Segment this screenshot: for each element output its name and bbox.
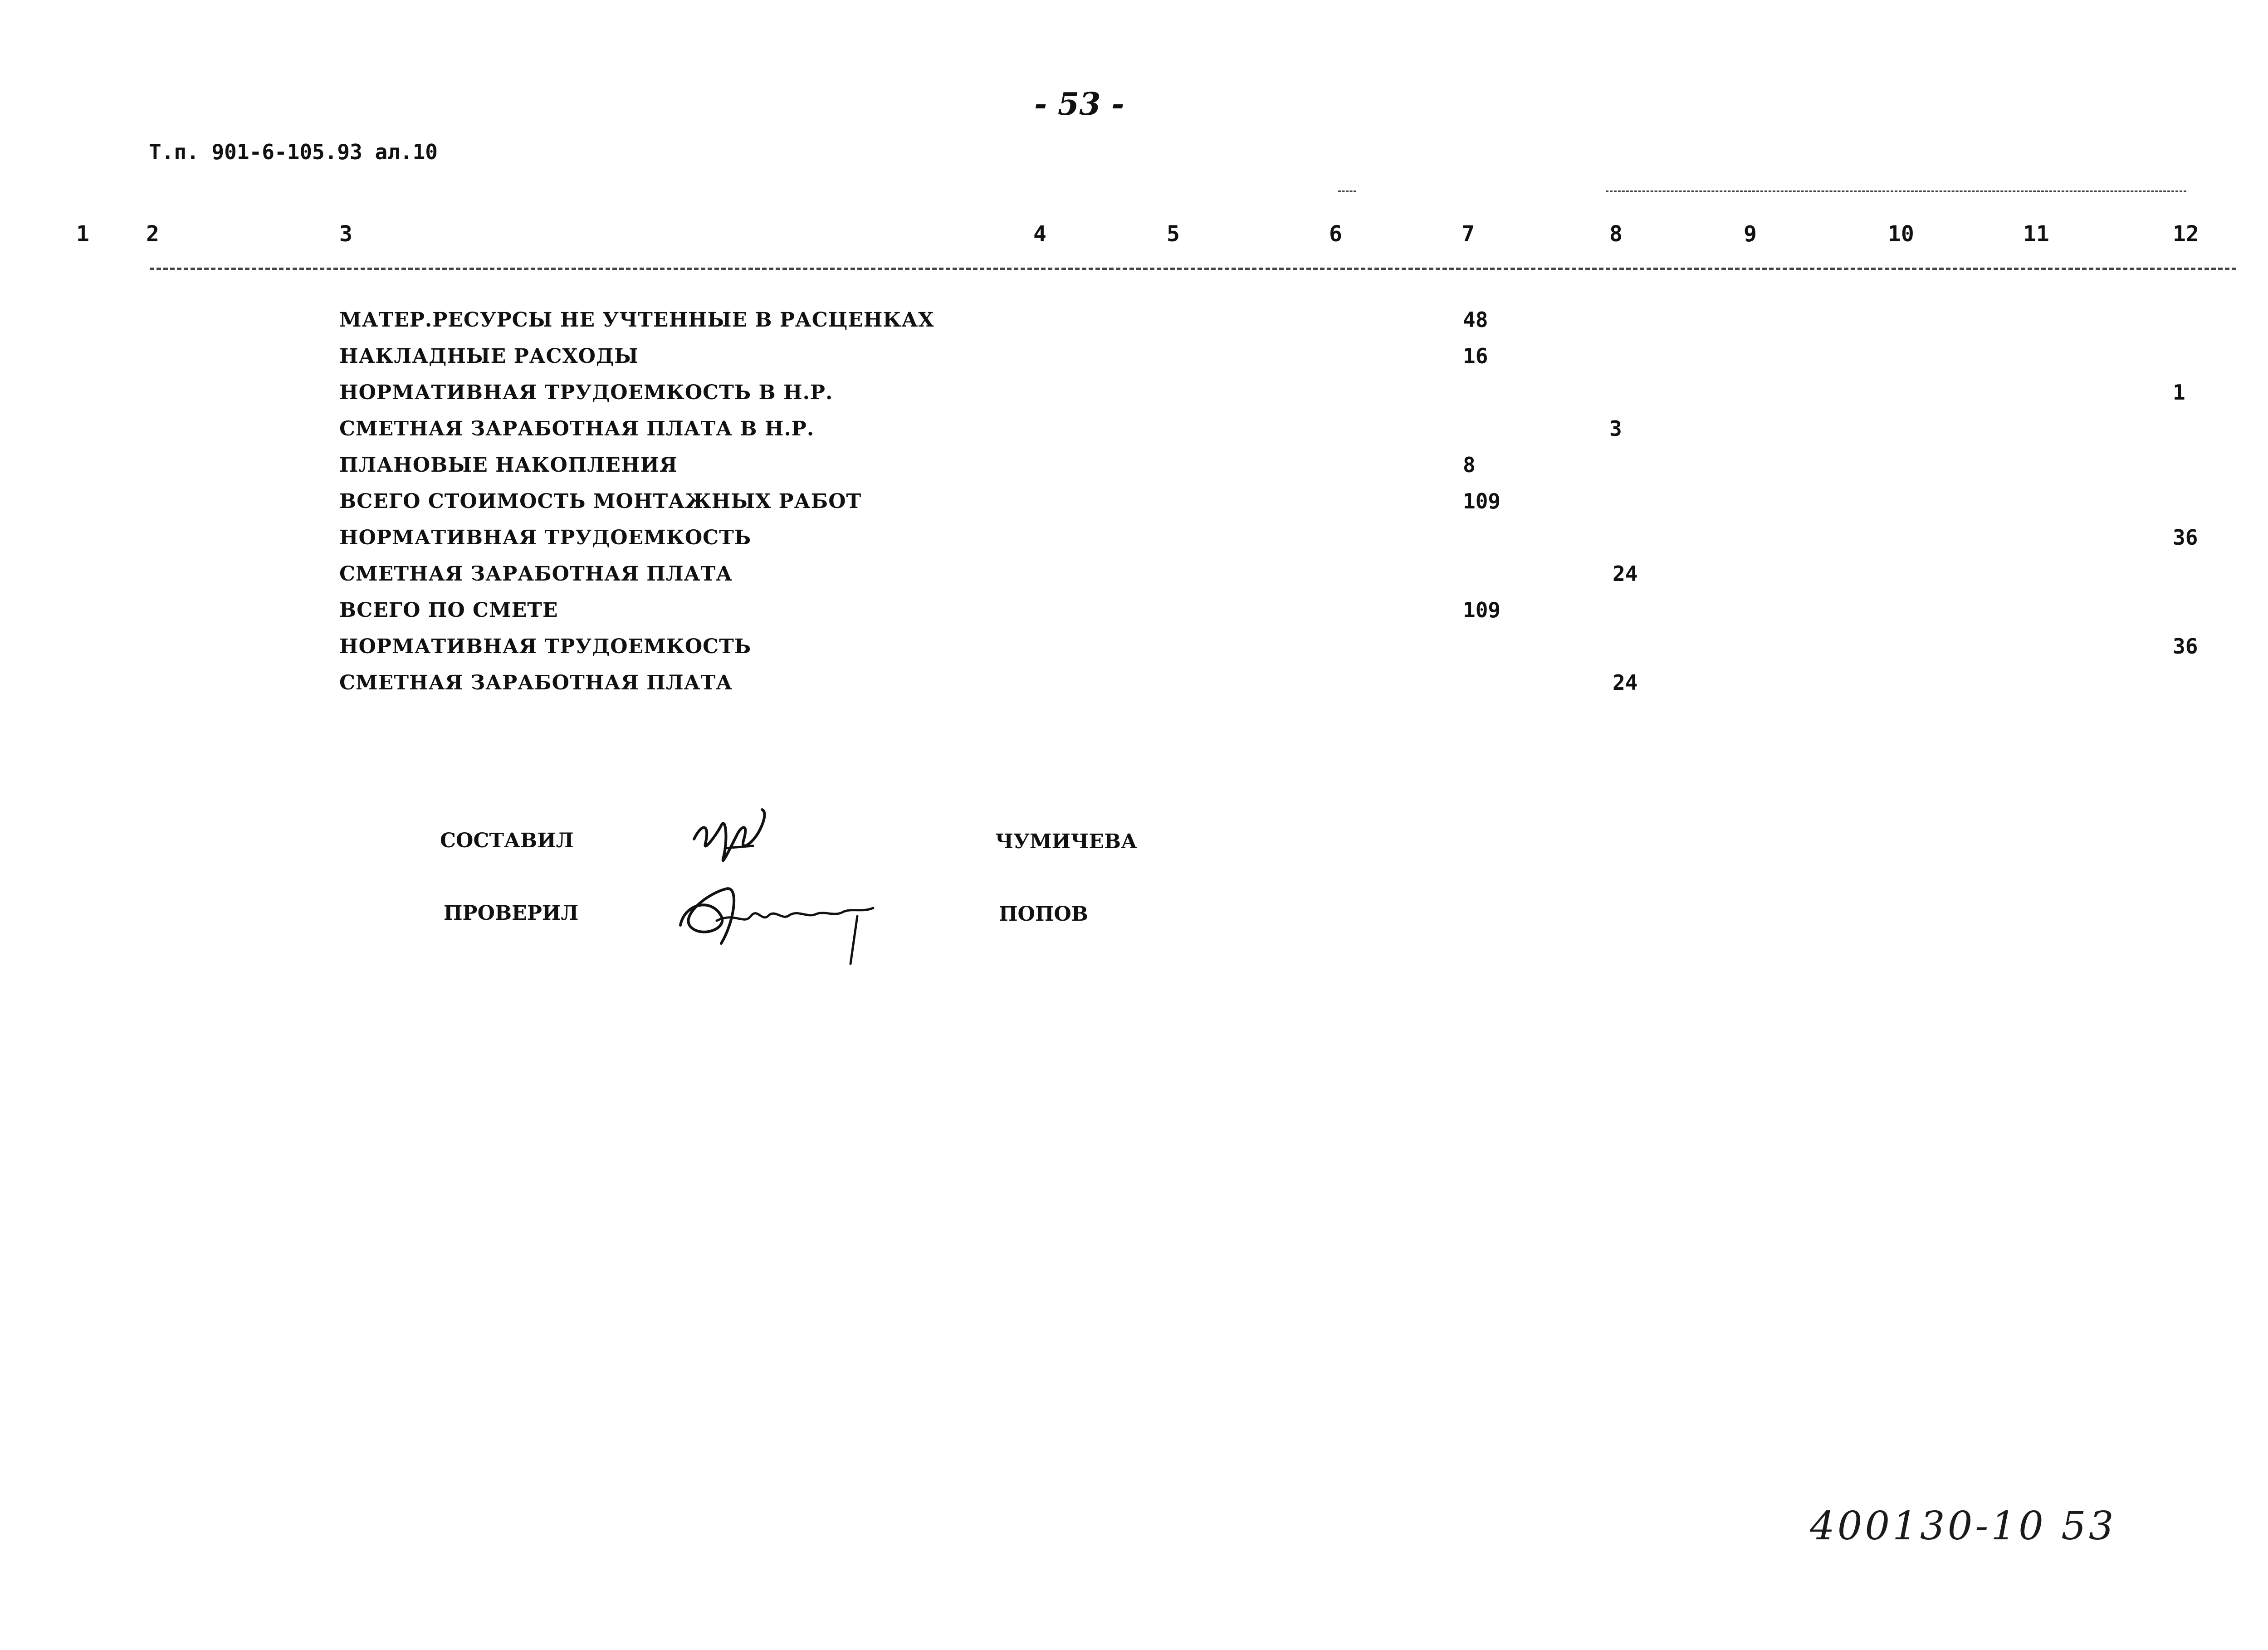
column-header-6: 6 (1329, 221, 1342, 247)
column-header-11: 11 (2023, 221, 2049, 247)
row-label: СМЕТНАЯ ЗАРАБОТНАЯ ПЛАТА В Н.Р. (339, 417, 815, 440)
column-header-2: 2 (146, 221, 159, 247)
row-label: НОРМАТИВНАЯ ТРУДОЕМКОСТЬ (339, 635, 752, 658)
row-value-col7: 48 (1463, 308, 1488, 332)
scan-mark (1606, 190, 2186, 192)
row-label: ВСЕГО СТОИМОСТЬ МОНТАЖНЫХ РАБОТ (339, 490, 862, 513)
checked-by-label: ПРОВЕРИЛ (444, 902, 579, 925)
signature-checked (671, 866, 889, 971)
row-value-col12: 36 (2173, 525, 2198, 550)
header-separator (150, 268, 2236, 270)
row-value-col8: 3 (1609, 416, 1622, 441)
column-header-7: 7 (1461, 221, 1475, 247)
column-header-1: 1 (76, 221, 89, 247)
row-value-col7: 109 (1463, 598, 1501, 622)
row-label: ПЛАНОВЫЕ НАКОПЛЕНИЯ (339, 454, 678, 477)
row-label: СМЕТНАЯ ЗАРАБОТНАЯ ПЛАТА (339, 562, 733, 586)
row-label: НОРМАТИВНАЯ ТРУДОЕМКОСТЬ В Н.Р. (339, 381, 833, 404)
checked-by-name: ПОПОВ (999, 903, 1088, 926)
composed-by-label: СОСТАВИЛ (440, 829, 574, 852)
row-value-col8: 24 (1613, 561, 1638, 586)
column-header-9: 9 (1744, 221, 1757, 247)
row-value-col8: 24 (1613, 670, 1638, 695)
row-value-col7: 16 (1463, 344, 1488, 368)
scan-mark (1338, 190, 1356, 192)
document-reference: Т.п. 901-6-105.93 ал.10 (149, 140, 438, 164)
column-header-3: 3 (339, 221, 352, 247)
row-label: МАТЕР.РЕСУРСЫ НЕ УЧТЕННЫЕ В РАСЦЕНКАХ (339, 308, 934, 332)
row-value-col12: 36 (2173, 634, 2198, 659)
column-header-8: 8 (1609, 221, 1623, 247)
row-label: ВСЕГО ПО СМЕТЕ (339, 599, 558, 622)
row-label: НОРМАТИВНАЯ ТРУДОЕМКОСТЬ (339, 526, 752, 549)
column-header-10: 10 (1888, 221, 1914, 247)
row-value-col7: 8 (1463, 453, 1476, 477)
archive-number: 400130-10 53 (1810, 1504, 2116, 1549)
composed-by-name: ЧУМИЧЕВА (995, 830, 1137, 853)
column-header-4: 4 (1033, 221, 1046, 247)
row-label: НАКЛАДНЫЕ РАСХОДЫ (339, 345, 639, 368)
column-header-5: 5 (1167, 221, 1180, 247)
row-value-col7: 109 (1463, 489, 1501, 513)
column-header-12: 12 (2173, 221, 2199, 247)
page-number: - 53 - (1034, 86, 1124, 122)
row-value-col12: 1 (2173, 380, 2185, 405)
row-label: СМЕТНАЯ ЗАРАБОТНАЯ ПЛАТА (339, 671, 733, 694)
